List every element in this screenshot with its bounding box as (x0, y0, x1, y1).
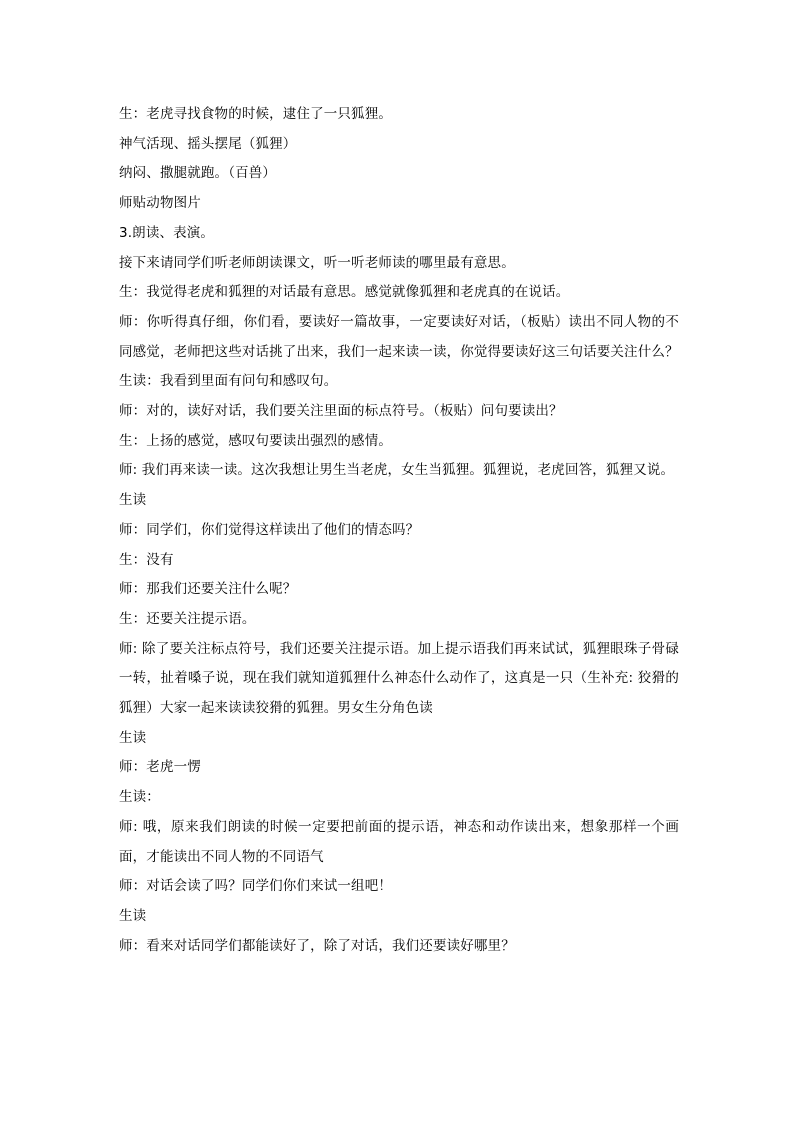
text-line: 生：没有 (119, 551, 174, 568)
text-line: 师：同学们，你们觉得这样读出了他们的情态吗？ (119, 521, 420, 538)
text-line: 师：对话会读了吗？同学们你们来试一组吧！ (119, 878, 392, 895)
text-paragraph: 师：你听得真仔细，你们看，要读好一篇故事，一定要读好对话，（板贴）读出不同人物的不同感觉，老师把这些对话挑了出来，我们一起来读一读，你觉得要读好这三句话要关注什么？ (119, 313, 679, 360)
text-line: 生：还要关注提示语。 (119, 610, 256, 627)
text-line: 师：那我们还要关注什么呢？ (119, 581, 297, 598)
document-body (119, 100, 679, 961)
text-paragraph: 师: 哦，原来我们朗读的时候一定要把前面的提示语，神态和动作读出来，想象那样一个画面，才能读出不同人物的不同语气 (119, 818, 679, 865)
text-line: 师：老虎一愣 (119, 759, 201, 776)
text-line: 生：上扬的感觉，感叹句要读出强烈的感情。 (119, 432, 392, 449)
text-line: 接下来请同学们听老师朗读课文，听一听老师读的哪里最有意思。 (119, 254, 515, 271)
text-line: 神气活现、摇头摆尾（狐狸） (119, 135, 297, 152)
section-heading: 3.朗读、表演。 (119, 224, 215, 241)
text-line: 生读 (119, 907, 147, 924)
text-line: 生：老虎寻找食物的时候，逮住了一只狐狸。 (119, 106, 392, 122)
text-line: 师：对的，读好对话，我们要关注里面的标点符号。（板贴）问句要读出？ (119, 403, 563, 420)
text-line: 师: 我们再来读一读。这次我想让男生当老虎，女生当狐狸。狐狸说，老虎回答，狐狸又说。 (119, 462, 675, 479)
text-line: 生读：我看到里面有问句和感叹句。 (119, 373, 338, 390)
text-line: 生读 (119, 492, 147, 509)
text-line: 生读： (119, 789, 160, 806)
text-paragraph: 师: 除了要关注标点符号，我们还要关注提示语。加上提示语我们再来试试，狐狸眼珠子骨碌一转，扯着嗓子说，现在我们就知道狐狸什么神态什么动作了，这真是一只（生补充: 狡猾的狐狸）大家一起来读读狡猾的狐狸。男女生分角色读 (119, 640, 679, 717)
text-line: 师：看来对话同学们都能读好了，除了对话，我们还要读好哪里？ (119, 937, 515, 954)
text-line: 生读 (119, 729, 147, 746)
text-line: 师贴动物图片 (119, 195, 201, 212)
text-line: 纳闷、撒腿就跑。（百兽） (119, 165, 277, 182)
text-line: 生：我觉得老虎和狐狸的对话最有意思。感觉就像狐狸和老虎真的在说话。 (119, 284, 570, 301)
